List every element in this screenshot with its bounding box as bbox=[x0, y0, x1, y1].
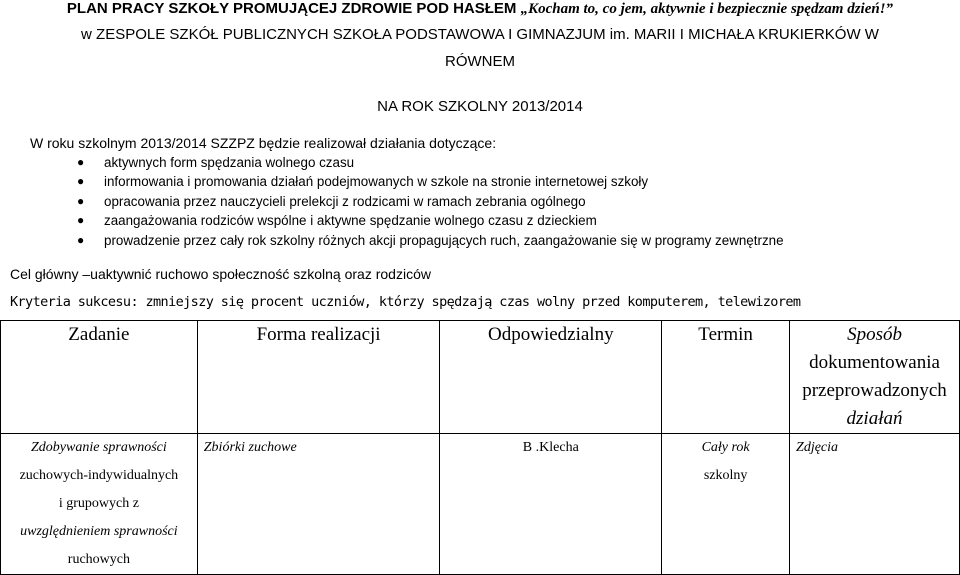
goal-item bbox=[76, 172, 784, 191]
bullet-icon: ● bbox=[77, 155, 85, 169]
bullet-icon: ● bbox=[77, 193, 85, 208]
plan-table bbox=[0, 320, 960, 575]
zadanie-line: zuchowych-indywidualnych bbox=[19, 468, 179, 483]
header-odpowiedzialny: Odpowiedzialny bbox=[440, 321, 662, 434]
goal-item bbox=[76, 231, 784, 250]
zadanie-line: ruchowych bbox=[67, 552, 130, 567]
cell-zadanie bbox=[1, 434, 198, 575]
goal-item bbox=[76, 211, 784, 230]
plan-title-plain: PLAN PRACY SZKOŁY PROMUJĄCEJ ZDROWIE POD HASŁEM bbox=[66, 0, 521, 17]
cell-odpowiedzialny: B .Klecha bbox=[440, 434, 662, 575]
header-sposob-line: przeprowadzonych bbox=[802, 380, 947, 401]
zadanie-line: uwzględnieniem sprawności bbox=[20, 524, 178, 539]
goal-text: zaangażowania rodziców wspólne i aktywne spędzanie wolnego czasu z dzieckiem bbox=[104, 213, 597, 229]
cell-sposob: Zdjęcia bbox=[790, 434, 960, 575]
goal-text: informowania i promowania działań podejmowanych w szkole na stronie internetowej szkoły bbox=[104, 174, 649, 190]
bullet-icon: ● bbox=[77, 213, 85, 228]
plan-title bbox=[0, 0, 960, 18]
goal-text: opracowania przez nauczycieli prelekcji z rodzicami w ramach zebrania ogólnego bbox=[104, 193, 586, 209]
termin-line: szkolny bbox=[703, 468, 748, 483]
goal-text: aktywnych form spędzania wolnego czasu bbox=[104, 155, 355, 170]
goal-text: prowadzenie przez cały rok szkolny różnych akcji propagujących ruch, zaangażowanie się w programy zewnętrzne bbox=[104, 232, 784, 248]
termin-line: Cały rok bbox=[701, 440, 750, 455]
header-sposob bbox=[790, 321, 960, 434]
cell-termin bbox=[662, 434, 790, 575]
header-sposob-line: działań bbox=[846, 408, 903, 429]
header-forma: Forma realizacji bbox=[197, 321, 440, 434]
bullet-icon: ● bbox=[77, 174, 85, 189]
plan-slogan: „Kocham to, co jem, aktywnie i bezpiecznie spędzam dzień!” bbox=[520, 1, 894, 17]
header-zadanie: Zadanie bbox=[1, 321, 198, 434]
main-goal: Cel główny –uaktywnić ruchowo społeczność szkolną oraz rodziców bbox=[10, 266, 431, 282]
goals-list bbox=[76, 153, 784, 250]
zadanie-line: Zdobywanie sprawności bbox=[31, 440, 167, 455]
cell-forma: Zbiórki zuchowe bbox=[197, 434, 440, 575]
zadanie-line: i grupowych z bbox=[58, 496, 139, 511]
header-sposob-line: Sposób bbox=[847, 324, 902, 345]
table-header-row bbox=[1, 321, 960, 434]
bullet-icon: ● bbox=[77, 232, 85, 247]
header-sposob-line: dokumentowania bbox=[809, 352, 940, 373]
goal-item bbox=[76, 192, 784, 211]
school-name: w ZESPOLE SZKÓŁ PUBLICZNYCH SZKOŁA PODSTAWOWA I GIMNAZJUM im. MARII I MICHAŁA KRUKIERKÓW W bbox=[81, 26, 879, 43]
success-criteria: Kryteria sukcesu: zmniejszy się procent uczniów, którzy spędzają czas wolny przed komputerem, telewizorem bbox=[10, 294, 801, 310]
goal-item bbox=[76, 153, 784, 172]
school-location: RÓWNEM bbox=[445, 53, 515, 70]
school-year: NA ROK SZKOLNY 2013/2014 bbox=[377, 98, 583, 115]
table-row bbox=[1, 434, 960, 575]
intro-text: W roku szkolnym 2013/2014 SZZPZ będzie realizował działania dotyczące: bbox=[30, 135, 497, 151]
header-termin: Termin bbox=[662, 321, 790, 434]
